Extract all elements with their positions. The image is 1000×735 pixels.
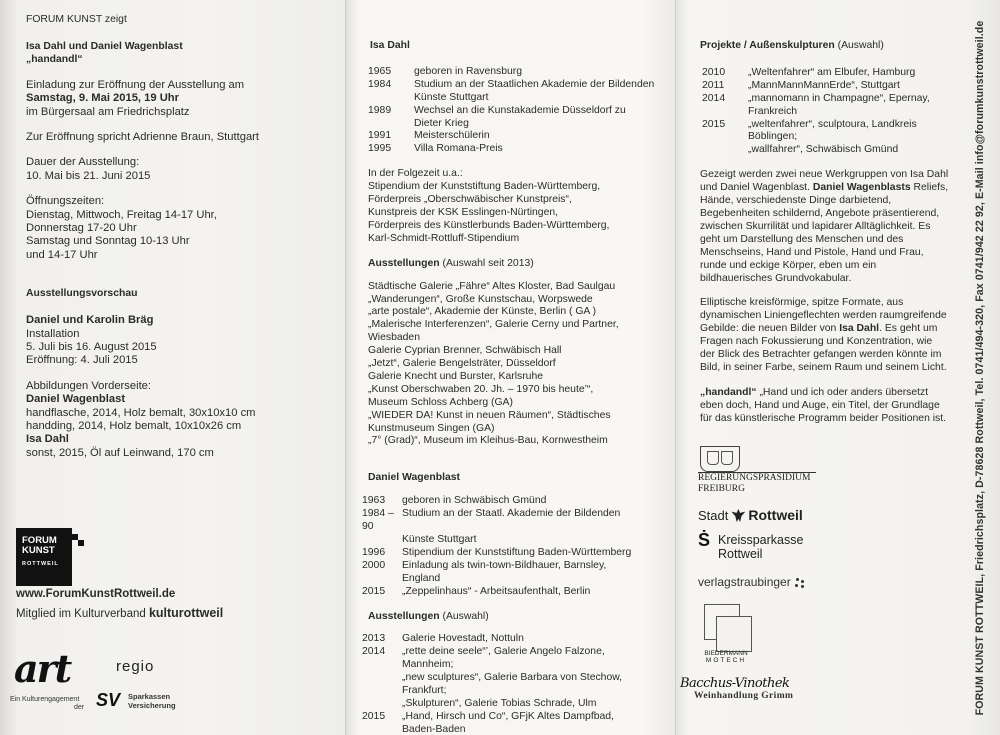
member-text: Mitglied im Kulturverband bbox=[16, 608, 149, 620]
row-text: „Hand, Hirsch und Co“, GFjK Altes Dampfbad, bbox=[402, 710, 614, 722]
middle-panel bbox=[346, 0, 676, 735]
row-year bbox=[702, 131, 748, 144]
contact-vertical-text bbox=[967, 8, 993, 728]
daniel-exhibition-list bbox=[362, 633, 676, 735]
art-regio-logo bbox=[14, 648, 184, 694]
row-year: 1996 bbox=[362, 546, 386, 558]
description-paragraph bbox=[700, 169, 950, 285]
row-year bbox=[362, 534, 402, 547]
list-item: „arte postale“, Akademie der Künste, Berlin ( GA ) bbox=[368, 306, 597, 318]
list-row bbox=[702, 80, 1000, 93]
exhibition-title: „handandl“ bbox=[26, 53, 83, 65]
row-year bbox=[362, 724, 402, 735]
logo-text: straubinger bbox=[730, 575, 791, 589]
list-item: Kunstpreis der KSK Esslingen-Nürtingen, bbox=[368, 206, 559, 218]
para-text: Elliptische kreisförmige, spitze Formate, aus dynamischen Liniengeflechten werden raumgreifende Gebilde: die neuen Bilder von bbox=[700, 297, 947, 335]
para-bold: Isa Dahl bbox=[839, 323, 880, 335]
row-year bbox=[368, 92, 414, 105]
row-year bbox=[362, 672, 402, 685]
row-year: 1995 bbox=[368, 143, 392, 155]
isa-exhibitions-heading bbox=[368, 258, 676, 271]
list-row bbox=[362, 685, 676, 698]
row-text: Meisterschülerin bbox=[414, 130, 490, 142]
logo-text: Kreissparkasse bbox=[718, 533, 804, 547]
list-row bbox=[362, 534, 676, 547]
list-row bbox=[362, 672, 676, 685]
opening-date: Samstag, 9. Mai 2015, 19 Uhr bbox=[26, 92, 179, 105]
row-year: 2015 bbox=[702, 118, 726, 130]
divider bbox=[698, 472, 816, 473]
left-panel bbox=[0, 0, 346, 735]
images-artist: Isa Dahl bbox=[26, 433, 69, 446]
kreissparkasse-logo bbox=[698, 530, 804, 561]
list-row bbox=[362, 724, 676, 735]
logo-text: Stadt bbox=[698, 508, 729, 523]
images-artist: Daniel Wagenblast bbox=[26, 393, 126, 406]
row-year: 2014 bbox=[702, 92, 726, 104]
invitation-text: Einladung zur Eröffnung der Ausstellung am bbox=[26, 78, 245, 91]
eagle-icon bbox=[731, 509, 745, 522]
list-item: Galerie Cyprian Brenner, Schwäbisch Hall bbox=[368, 345, 562, 357]
row-text: „Zeppelinhaus“ - Arbeitsaufenthalt, Berlin bbox=[402, 585, 591, 597]
row-year bbox=[702, 144, 748, 157]
images-work: handding, 2014, Holz bemalt, 10x10x26 cm bbox=[26, 419, 242, 432]
row-text: „Skulpturen“, Galerie Tobias Schrade, Ulm bbox=[402, 697, 597, 709]
duration: 10. Mai bis 21. Juni 2015 bbox=[26, 169, 151, 182]
artists-heading: Isa Dahl und Daniel Wagenblast bbox=[26, 40, 183, 52]
isa-exhibition-list bbox=[368, 281, 676, 449]
list-row bbox=[702, 144, 1000, 157]
heading-text: Ausstellungen bbox=[368, 257, 440, 269]
row-year: 1963 bbox=[362, 495, 386, 507]
list-row bbox=[362, 646, 676, 659]
list-row bbox=[368, 118, 676, 131]
projects-heading bbox=[700, 40, 1000, 53]
row-text: „weltenfahrer“, sculptoura, Landkreis bbox=[748, 118, 917, 130]
list-item: „Malerische Interferenzen“, Galerie Cerny und Partner, bbox=[368, 319, 619, 331]
daniel-heading: Daniel Wagenblast bbox=[368, 472, 460, 484]
row-text: Studium an der Staatlichen Akademie der Bildenden bbox=[414, 78, 655, 90]
row-text: Mannheim; bbox=[402, 659, 454, 671]
opening-speaker: Zur Eröffnung spricht Adrienne Braun, Stuttgart bbox=[26, 130, 259, 143]
list-row bbox=[702, 131, 1000, 144]
row-year: 1984 bbox=[368, 78, 392, 90]
row-year: 1984 – 90 bbox=[362, 508, 394, 533]
row-text: geboren in Schwäbisch Gmünd bbox=[402, 495, 547, 507]
row-text: „mannomann in Champagne“, Epernay, bbox=[748, 92, 930, 104]
para-text: „Hand und ich oder anders übersetzt eben doch, Hand und Auge, ein Titel, der Grundlage für das künstlerische Programm beider Positionen ist. bbox=[700, 386, 947, 424]
row-year: 1965 bbox=[368, 65, 392, 77]
isa-later-label: In der Folgezeit u.a.: bbox=[368, 168, 463, 180]
row-text: Künste Stuttgart bbox=[402, 534, 477, 545]
images-work: sonst, 2015, Öl auf Leinwand, 170 cm bbox=[26, 446, 214, 459]
rp-text bbox=[698, 472, 810, 494]
preview-type: Installation bbox=[26, 327, 80, 340]
regierungspraesidium-logo bbox=[696, 446, 836, 496]
list-row bbox=[368, 66, 676, 79]
isa-bio-list bbox=[368, 66, 676, 156]
row-text: Dieter Krieg bbox=[414, 117, 469, 129]
logo-text: ROTTWEIL bbox=[22, 561, 59, 567]
list-row bbox=[362, 711, 676, 724]
row-year bbox=[362, 659, 402, 672]
heading-text: Projekte / Außenskulpturen bbox=[700, 40, 835, 51]
para-text: Gezeigt werden zwei neue Werkgruppen von Isa Dahl und Daniel Wagenblast. bbox=[700, 169, 949, 194]
list-item: Förderpreis des Künstlerbunds Baden-Württemberg, bbox=[368, 219, 610, 231]
row-text: Villa Romana-Preis bbox=[414, 143, 503, 155]
row-year bbox=[362, 698, 402, 711]
row-text: „Weltenfahrer“ am Elbufer, Hamburg bbox=[748, 66, 916, 78]
hours-line: Samstag und Sonntag 10-13 Uhr bbox=[26, 235, 190, 248]
images-work: handflasche, 2014, Holz bemalt, 30x10x10 cm bbox=[26, 406, 256, 419]
row-text: „wallfahrer“, Schwäbisch Gmünd bbox=[748, 144, 899, 156]
list-row bbox=[702, 106, 1000, 119]
row-text: Wechsel an die Kunstakademie Düsseldorf zu bbox=[414, 104, 626, 116]
heading-sub: (Auswahl seit 2013) bbox=[439, 257, 534, 269]
sv-text: Sparkassen bbox=[128, 692, 171, 701]
list-row bbox=[702, 67, 1000, 80]
logo-text: KUNST bbox=[22, 545, 55, 556]
sponsor-text: der bbox=[74, 704, 85, 711]
list-row bbox=[368, 92, 676, 105]
row-text: „new sculptures“, Galerie Barbara von Stechow, bbox=[402, 672, 623, 684]
row-year bbox=[702, 106, 748, 119]
list-item: „Wanderungen“, Große Kunstschau, Worpswede bbox=[368, 293, 593, 305]
row-year: 2013 bbox=[362, 633, 386, 645]
venue: im Bürgersaal am Friedrichsplatz bbox=[26, 105, 190, 118]
logo-text: Rottweil bbox=[718, 547, 763, 561]
row-year: 2014 bbox=[362, 646, 386, 658]
row-year: 2000 bbox=[362, 559, 386, 571]
isa-later-list bbox=[368, 181, 676, 246]
row-text: Stipendium der Kunststiftung Baden-Württemberg bbox=[402, 546, 632, 558]
para-text: Reliefs, Hände, verschiedenste Dinge darbietend, Begebenheiten schildernd, Angebote präsentierend, zwischen Skurrilität und lapidarer Alltäglichkeit. Es geht um Darstellung des Menschen und des Menschseins, Hand und Pistole, Hand und Frau, runde und eckige Körper, eben um ein bildhauerisches Grundvokabular. bbox=[700, 182, 949, 284]
list-row bbox=[362, 560, 676, 573]
list-row bbox=[362, 547, 676, 560]
list-item: „Jetzt“, Galerie Bengelsträter, Düsseldorf bbox=[368, 358, 556, 370]
member-org: kulturottweil bbox=[148, 606, 224, 620]
row-text: „MannMannMannErde“, Stuttgart bbox=[748, 79, 900, 91]
logo-line: MOTECH bbox=[705, 657, 747, 664]
preview-dates: 5. Juli bis 16. August 2015 bbox=[26, 340, 157, 353]
row-text: Frankfurt; bbox=[402, 685, 447, 697]
art-logo-text: art bbox=[14, 646, 71, 691]
dots-icon bbox=[794, 577, 806, 589]
row-text: Baden-Baden bbox=[402, 723, 466, 735]
regio-logo-text: regio bbox=[116, 658, 155, 675]
description-paragraph bbox=[700, 297, 950, 374]
signature: Bacchus-Vinothek bbox=[680, 676, 790, 691]
forum-kunst-logo bbox=[16, 528, 72, 586]
row-text: Galerie Hovestadt, Nottuln bbox=[402, 633, 524, 645]
list-row bbox=[368, 79, 676, 92]
row-year: 1991 bbox=[368, 130, 392, 142]
contact-text: FORUM KUNST ROTTWEIL, Friedrichsplatz, D-78628 Rottweil, Tel. 0741/494-320, Fax 0741/942 22 92, E-Mail info@forumkunstrottweil.de bbox=[974, 20, 986, 716]
row-year: 2015 bbox=[362, 710, 386, 722]
list-item: Wiesbaden bbox=[368, 332, 420, 344]
row-year: 2010 bbox=[702, 66, 726, 78]
row-text: Einladung als twin-town-Bildhauer, Barnsley, bbox=[402, 559, 607, 571]
list-item: „7° (Grad)“, Museum im Kleihus-Bau, Kornwestheim bbox=[368, 435, 608, 447]
list-row bbox=[702, 119, 1000, 132]
square-icon bbox=[716, 616, 752, 652]
description-paragraph bbox=[700, 387, 950, 426]
verlag-straubinger-logo bbox=[698, 575, 806, 589]
logo-text: FORUM bbox=[22, 535, 57, 546]
row-text: „rette deine seele“’, Galerie Angelo Falzone, bbox=[402, 646, 605, 658]
preview-artists: Daniel und Karolin Bräg bbox=[26, 314, 154, 327]
isa-heading: Isa Dahl bbox=[370, 40, 410, 51]
list-row bbox=[362, 698, 676, 711]
list-item: Städtische Galerie „Fähre“ Altes Kloster, Bad Saulgau bbox=[368, 280, 616, 292]
list-row bbox=[702, 93, 1000, 106]
hours-line: und 14-17 Uhr bbox=[26, 248, 98, 261]
list-item: Kunstmuseum Singen (GA) bbox=[368, 422, 495, 434]
list-item: „Kunst Oberschwaben 20. Jh. – 1970 bis heute’“, bbox=[368, 383, 594, 395]
list-row bbox=[362, 586, 676, 599]
para-bold: „handandl“ bbox=[700, 386, 757, 398]
list-row bbox=[368, 130, 676, 143]
row-text: Studium an der Staatl. Akademie der Bildenden bbox=[402, 508, 621, 520]
member-line bbox=[16, 607, 223, 621]
list-row bbox=[362, 495, 676, 508]
sv-logo-icon: SV bbox=[96, 690, 121, 710]
hours-line: Donnerstag 17-20 Uhr bbox=[26, 221, 137, 234]
biedermann-motech-logo bbox=[698, 604, 754, 664]
row-year: 2011 bbox=[702, 79, 725, 91]
para-bold: Daniel Wagenblasts bbox=[812, 182, 911, 194]
sponsor-text: Ein Kulturengagement bbox=[10, 696, 80, 703]
stadt-rottweil-logo bbox=[698, 507, 803, 523]
hours-label: Öffnungszeiten: bbox=[26, 195, 105, 208]
heading-text: Ausstellungen bbox=[368, 610, 440, 622]
row-text: Frankreich bbox=[748, 105, 798, 117]
logo-checker-icon bbox=[72, 534, 84, 546]
row-text: Künste Stuttgart bbox=[414, 91, 489, 103]
logo-text: Rottweil bbox=[748, 507, 803, 523]
list-item: „WIEDER DA! Kunst in neuen Räumen“, Städtisches bbox=[368, 409, 611, 421]
list-row bbox=[362, 633, 676, 646]
bacchus-vinothek-logo bbox=[680, 676, 830, 701]
rp-line: REGIERUNGSPRÄSIDIUM bbox=[698, 473, 811, 483]
logo-text bbox=[698, 650, 754, 664]
list-item: Förderpreis „Oberschwäbischer Kunstpreis“, bbox=[368, 194, 572, 206]
logo-text: verlag bbox=[698, 575, 731, 589]
list-item: Galerie Knecht und Burster, Karlsruhe bbox=[368, 370, 544, 382]
hours-line: Dienstag, Mittwoch, Freitag 14-17 Uhr, bbox=[26, 208, 217, 221]
row-year bbox=[368, 118, 414, 131]
images-label: Abbildungen Vorderseite: bbox=[26, 379, 152, 392]
sv-name bbox=[128, 693, 176, 710]
presenter-line: FORUM KUNST zeigt bbox=[26, 14, 127, 25]
heading-sub: (Auswahl) bbox=[439, 610, 489, 622]
list-row bbox=[368, 105, 676, 118]
logo-line: BIEDERMANN bbox=[704, 650, 748, 657]
crest-icon bbox=[700, 446, 740, 472]
row-text: Böblingen; bbox=[748, 131, 798, 143]
para-text: . Es geht um Fragen nach Fokussierung und Konzentration, wie der Blick des Betrachter gefangen werden könnte im Bild, in seiner Farbe, seinem Raum und seinem Licht. bbox=[700, 323, 947, 373]
row-year bbox=[362, 573, 402, 586]
list-item: Stipendium der Kunststiftung Baden-Württemberg, bbox=[368, 181, 601, 193]
row-text: geboren in Ravensburg bbox=[414, 65, 523, 77]
daniel-bio-list bbox=[362, 495, 676, 598]
preview-opening: Eröffnung: 4. Juli 2015 bbox=[26, 354, 138, 367]
row-year: 1989 bbox=[368, 104, 392, 116]
list-row bbox=[362, 508, 676, 534]
list-item: Karl-Schmidt-Rottluff-Stipendium bbox=[368, 232, 520, 244]
sv-sponsor bbox=[10, 690, 210, 714]
projects-list bbox=[702, 67, 1000, 157]
sparkasse-icon: Ṡ bbox=[698, 530, 711, 550]
heading-sub: (Auswahl) bbox=[834, 40, 884, 51]
logo-sub: Weinhandlung Grimm bbox=[694, 691, 794, 701]
sv-text: Versicherung bbox=[128, 700, 176, 710]
daniel-exhibitions-heading bbox=[368, 611, 676, 624]
row-year bbox=[362, 685, 402, 698]
row-year: 2015 bbox=[362, 585, 386, 597]
list-row bbox=[362, 659, 676, 672]
list-row bbox=[362, 573, 676, 586]
preview-heading: Ausstellungsvorschau bbox=[26, 288, 138, 300]
rp-line: FREIBURG bbox=[698, 483, 745, 494]
duration-label: Dauer der Ausstellung: bbox=[26, 156, 140, 169]
website-link[interactable]: www.ForumKunstRottweil.de bbox=[16, 588, 176, 600]
row-text: England bbox=[402, 572, 441, 584]
list-item: Museum Schloss Achberg (GA) bbox=[368, 396, 513, 408]
list-row bbox=[368, 143, 676, 156]
